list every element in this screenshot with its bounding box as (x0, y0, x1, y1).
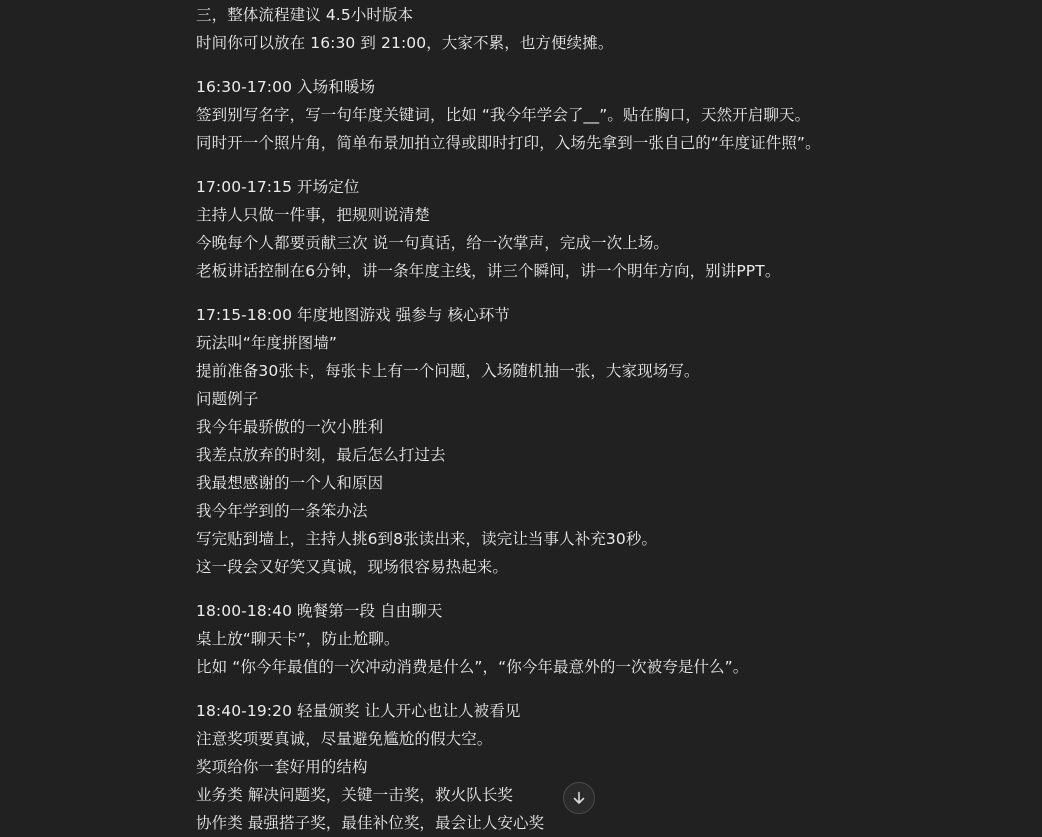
paragraph-line: 写完贴到墙上，主持人挑6到8张读出来，读完让当事人补充30秒。 (196, 530, 658, 548)
paragraph-line: 桌上放“聊天卡”，防止尬聊。 (196, 630, 400, 648)
paragraph-line: 问题例子 (196, 390, 259, 408)
arrow-down-icon (571, 790, 587, 806)
paragraph-line: 我今年学到的一条笨办法 (196, 502, 368, 520)
paragraph-line: 提前准备30张卡，每张卡上有一个问题，入场随机抽一张，大家现场写。 (196, 362, 700, 380)
schedule-heading: 18:00-18:40 晚餐第一段 自由聊天 (196, 602, 443, 620)
paragraph-line: 我最想感谢的一个人和原因 (196, 474, 384, 492)
schedule-heading: 17:15-18:00 年度地图游戏 强参与 核心环节 (196, 306, 510, 324)
paragraph-line: 奖项给你一套好用的结构 (196, 758, 368, 776)
paragraph-line: 时间你可以放在 16:30 到 21:00，大家不累，也方便续摊。 (196, 34, 614, 52)
paragraph-line: 今晚每个人都要贡献三次 说一句真话，给一次掌声，完成一次上场。 (196, 234, 670, 252)
paragraph-line: 比如 “你今年最值的一次冲动消费是什么”，“你今年最意外的一次被夸是什么”。 (196, 658, 749, 676)
schedule-heading: 17:00-17:15 开场定位 (196, 178, 360, 196)
scroll-to-bottom-button[interactable] (563, 782, 595, 814)
paragraph-line: 签到别写名字，写一句年度关键词，比如 “我今年学会了__”。贴在胸口，天然开启聊天。 (196, 106, 811, 124)
message-content (196, 0, 876, 837)
paragraph-line: 主持人只做一件事，把规则说清楚 (196, 206, 431, 224)
paragraph-line: 玩法叫“年度拼图墙” (196, 334, 338, 352)
paragraph-line: 这一段会又好笑又真诚，现场很容易热起来。 (196, 558, 509, 576)
schedule-heading: 18:40-19:20 轻量颁奖 让人开心也让人被看见 (196, 702, 521, 720)
paragraph-line: 老板讲话控制在6分钟，讲一条年度主线，讲三个瞬间，讲一个明年方向，别讲PPT。 (196, 262, 781, 280)
section-heading: 三，整体流程建议 4.5小时版本 (196, 6, 414, 24)
paragraph-line: 协作类 最强搭子奖，最佳补位奖，最会让人安心奖 (196, 814, 545, 832)
paragraph-line: 注意奖项要真诚，尽量避免尴尬的假大空。 (196, 730, 493, 748)
schedule-heading: 16:30-17:00 入场和暖场 (196, 78, 376, 96)
paragraph-line: 我差点放弃的时刻，最后怎么打过去 (196, 446, 446, 464)
paragraph-line: 业务类 解决问题奖，关键一击奖，救火队长奖 (196, 786, 514, 804)
paragraph-line: 我今年最骄傲的一次小胜利 (196, 418, 384, 436)
paragraph-line: 同时开一个照片角，简单布景加拍立得或即时打印，入场先拿到一张自己的“年度证件照”。 (196, 134, 821, 152)
